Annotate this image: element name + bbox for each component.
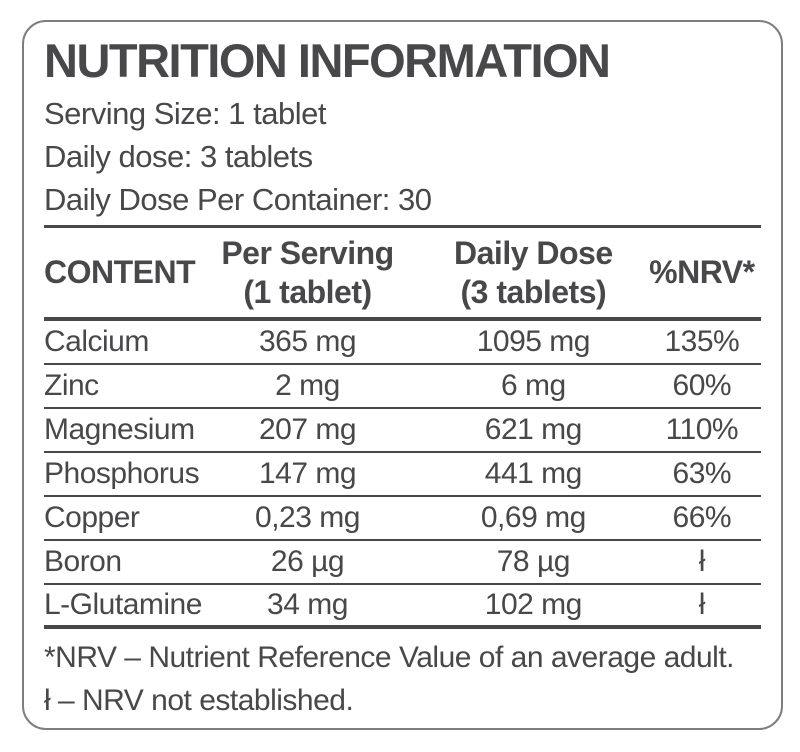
cell-nrv: 66% — [672, 501, 732, 534]
nutrition-table — [44, 225, 761, 629]
table-row-zinc — [44, 365, 761, 409]
cell-content: Boron — [44, 545, 122, 578]
cell-daily-dose: 102 mg — [484, 588, 582, 621]
header-daily-dose-main: Daily Dose — [454, 234, 613, 271]
cell-content: Zinc — [44, 369, 99, 402]
footnote-not-established: ł – NRV not established. — [44, 684, 354, 717]
cell-content: Calcium — [44, 325, 149, 358]
cell-content: Phosphorus — [44, 457, 200, 490]
serving-size-line: Serving Size: 1 tablet — [44, 96, 326, 131]
table-row-copper — [44, 497, 761, 541]
cell-per-serving: 365 mg — [258, 325, 357, 358]
cell-nrv: ł — [698, 545, 705, 578]
cell-per-serving: 0,23 mg — [255, 501, 360, 534]
cell-nrv: ł — [698, 588, 705, 621]
serving-info-block — [44, 92, 761, 221]
cell-per-serving: 207 mg — [258, 413, 357, 446]
cell-nrv: 60% — [672, 369, 732, 402]
cell-daily-dose: 1095 mg — [476, 325, 590, 358]
header-content: CONTENT — [44, 254, 196, 290]
cell-daily-dose: 621 mg — [484, 413, 582, 446]
cell-daily-dose: 0,69 mg — [480, 501, 586, 534]
cell-content: Copper — [44, 501, 140, 534]
table-row-phosphorus — [44, 453, 761, 497]
header-per-serving-main: Per Serving — [221, 234, 394, 271]
cell-per-serving: 34 mg — [267, 588, 348, 621]
cell-nrv: 135% — [664, 325, 740, 358]
table-row-magnesium — [44, 409, 761, 453]
label-title: NUTRITION INFORMATION — [44, 34, 610, 87]
cell-daily-dose: 6 mg — [500, 369, 566, 402]
table-row-l-glutamine — [44, 585, 761, 629]
header-daily-dose-sub: (3 tablets) — [460, 273, 607, 310]
cell-content: L-Glutamine — [44, 588, 202, 621]
table-row-calcium — [44, 321, 761, 365]
cell-content: Magnesium — [44, 413, 195, 446]
cell-per-serving: 26 µg — [270, 545, 345, 578]
table-header-row — [44, 228, 761, 321]
header-nrv: %NRV* — [649, 254, 755, 290]
daily-dose-per-container-line: Daily Dose Per Container: 30 — [44, 182, 432, 217]
header-per-serving-sub: (1 tablet) — [243, 273, 372, 310]
cell-daily-dose: 441 mg — [484, 457, 582, 490]
cell-per-serving: 147 mg — [258, 457, 357, 490]
footnotes-block — [44, 636, 761, 722]
cell-nrv: 63% — [672, 457, 732, 490]
cell-nrv: 110% — [665, 413, 739, 446]
cell-daily-dose: 78 µg — [496, 545, 570, 578]
table-row-boron — [44, 541, 761, 585]
footnote-nrv-definition: *NRV – Nutrient Reference Value of an average adult. — [44, 641, 734, 674]
nutrition-label — [22, 20, 783, 730]
header-per-serving — [191, 234, 424, 312]
daily-dose-line: Daily dose: 3 tablets — [44, 139, 313, 174]
header-daily-dose — [424, 234, 643, 312]
cell-per-serving: 2 mg — [275, 369, 340, 402]
